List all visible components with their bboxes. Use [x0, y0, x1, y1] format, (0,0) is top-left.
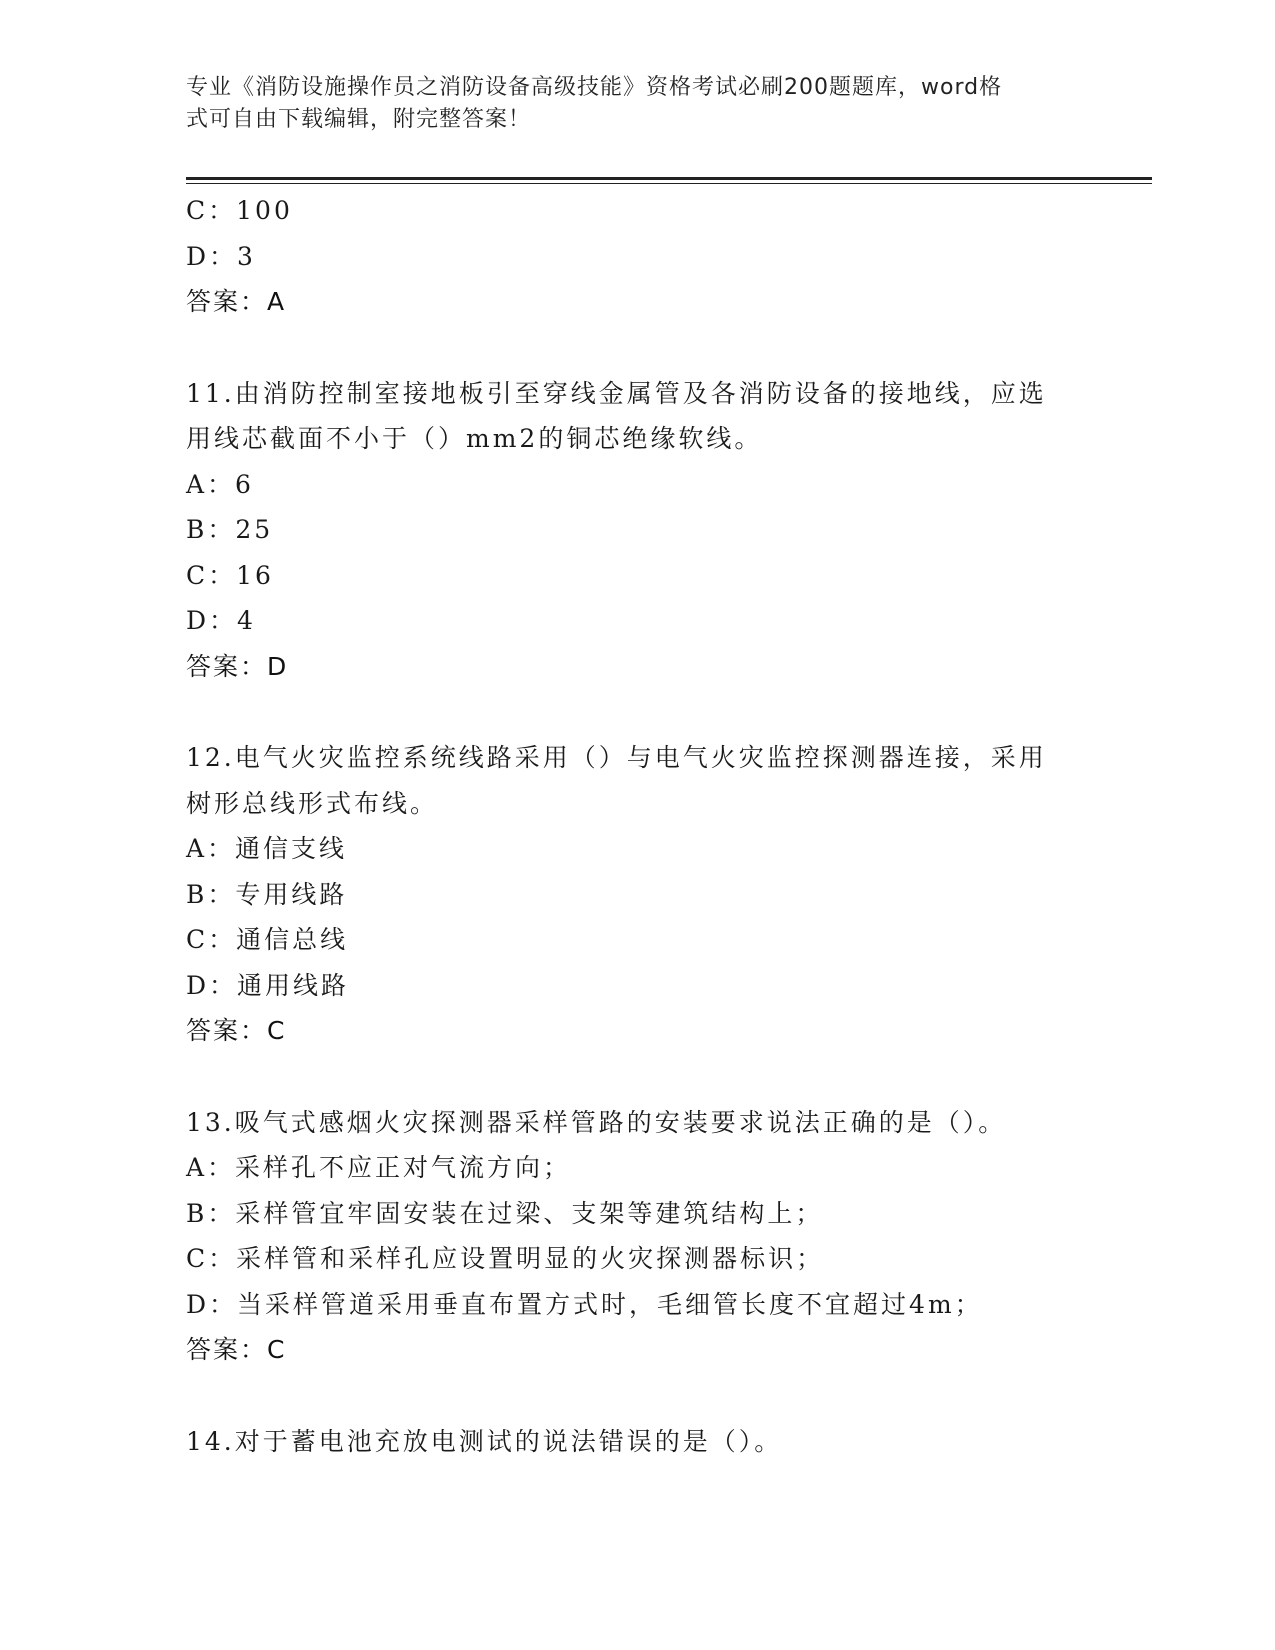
question-stem-line-1: 11.由消防控制室接地板引至穿线金属管及各消防设备的接地线，应选	[186, 378, 1047, 408]
option-d: D：通用线路	[186, 970, 350, 1000]
header-divider-thin	[186, 183, 1152, 184]
prev-question-block	[186, 188, 1086, 325]
option-a: A：采样孔不应正对气流方向；	[186, 1153, 572, 1182]
question-12	[186, 735, 1086, 1054]
answer-line: 答案：A	[186, 287, 287, 316]
option-c: C：16	[186, 560, 274, 590]
header-divider-thick	[186, 177, 1152, 180]
option-c: C：通信总线	[186, 925, 349, 954]
question-11	[186, 371, 1086, 690]
spacer	[186, 1373, 1086, 1419]
spacer	[186, 325, 1086, 371]
question-stem-line-2: 用线芯截面不小于（）mm2的铜芯绝缘软线。	[186, 424, 763, 453]
question-stem-line-2: 树形总线形式布线。	[186, 788, 439, 818]
option-c: C：采样管和采样孔应设置明显的火灾探测器标识；	[186, 1244, 825, 1273]
option-c: C：100	[186, 196, 293, 225]
answer-line: 答案：D	[186, 651, 289, 681]
option-b: B：采样管宜牢固安装在过梁、支架等建筑结构上；	[186, 1198, 824, 1228]
question-13	[186, 1100, 1086, 1373]
question-14	[186, 1419, 1086, 1465]
answer-line: 答案：C	[186, 1335, 287, 1364]
question-stem-line-1: 13.吸气式感烟火灾探测器采样管路的安装要求说法正确的是（）。	[186, 1107, 1007, 1137]
option-d: D：3	[186, 241, 256, 271]
question-stem-line-1: 14.对于蓄电池充放电测试的说法错误的是（）。	[186, 1426, 783, 1456]
option-d: D：当采样管道采用垂直布置方式时，毛细管长度不宜超过4m；	[186, 1289, 983, 1319]
spacer	[186, 1054, 1086, 1100]
header-line-2: 式可自由下载编辑，附完整答案！	[186, 107, 532, 132]
question-content	[186, 188, 1086, 1464]
option-a: A：通信支线	[186, 834, 348, 863]
spacer	[186, 689, 1086, 735]
option-d: D：4	[186, 606, 256, 635]
answer-line: 答案：C	[186, 1016, 287, 1045]
option-b: B：25	[186, 515, 274, 544]
option-a: A：6	[186, 469, 254, 499]
option-b: B：专用线路	[186, 879, 348, 909]
header-line-1: 专业《消防设施操作员之消防设备高级技能》资格考试必刷200题题库，word格	[186, 75, 1003, 100]
document-header	[186, 72, 1066, 136]
question-stem-line-1: 12.电气火灾监控系统线路采用（）与电气火灾监控探测器连接，采用	[186, 743, 1047, 772]
